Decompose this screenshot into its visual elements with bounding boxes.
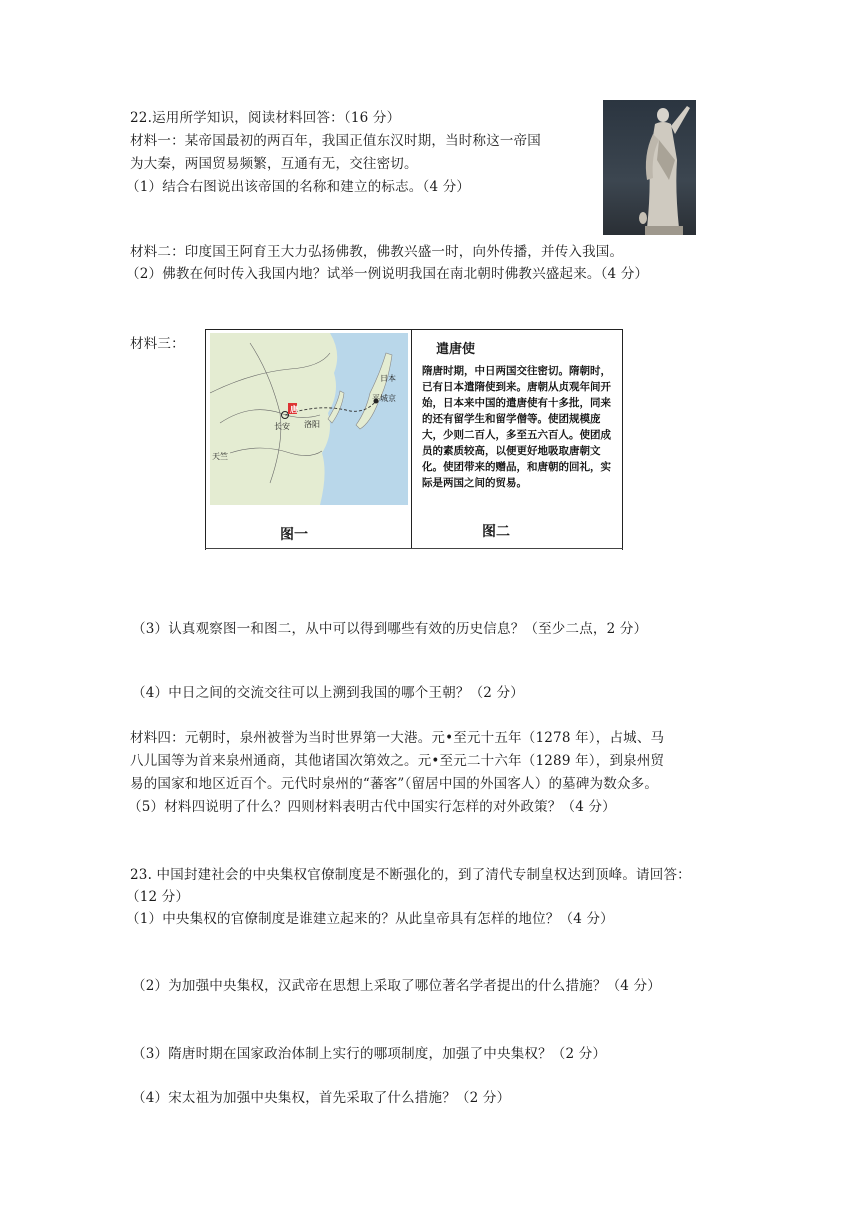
q22-sub-3: （3）认真观察图一和图二，从中可以得到哪些有效的历史信息？（至少二点，2 分）	[132, 621, 648, 637]
q23-sub-1: （1）中央集权的官僚制度是谁建立起来的？从此皇帝具有怎样的地位？（4 分）	[126, 911, 614, 927]
augustus-statue-image	[603, 100, 696, 235]
material-4-line-2: 八儿国等为首来泉州通商，其他诸国次第效之。元•至元二十六年（1289 年），到泉州贸	[130, 753, 665, 769]
material-2: 材料二：印度国王阿育王大力弘扬佛教，佛教兴盛一时，向外传播，并传入我国。	[130, 244, 624, 260]
map-label-tianzhu: 天竺	[212, 452, 228, 461]
figure-1-caption: 图一	[280, 527, 308, 543]
q23-title-line-2: （12 分）	[126, 889, 190, 905]
map-label-tang: 唐	[290, 405, 298, 414]
q22-title: 22.运用所学知识，阅读材料回答：（16 分）	[130, 110, 401, 126]
material-4-line-3: 易的国家和地区近百个。元代时泉州的“蕃客”（留居中国的外国客人）的墓碑为数众多。	[130, 776, 659, 792]
figure-2-text	[420, 338, 620, 518]
q22-sub-5: （5）材料四说明了什么？四则材料表明古代中国实行怎样的对外政策？（4 分）	[128, 799, 616, 815]
q23-sub-4: （4）宋太祖为加强中央集权，首先采取了什么措施？（2 分）	[132, 1090, 511, 1106]
figure-2-body: 隋唐时期，中日两国交往密切。隋朝时，已有日本遣隋使到来。唐朝从贞观年间开始，日本来中国的遣唐使有十多批，同来的还有留学生和留学僧等。使团规模庞大，少则二百人，多至五六百人。使团成员的素质较高，以便更好地吸取唐朝文化。使团带来的赠品，和唐朝的回礼，实际是两国之间的贸易。	[422, 365, 611, 489]
material-4-line-1: 材料四：元朝时，泉州被誉为当时世界第一大港。元•至元十五年（1278 年），占城、马	[130, 730, 665, 746]
figure-divider	[411, 329, 412, 549]
map-label-japan: 日本	[380, 374, 396, 383]
map-label-luoyang: 洛阳	[304, 420, 320, 429]
material-1-line-1: 材料一：某帝国最初的两百年，我国正值东汉时期，当时称这一帝国	[130, 133, 541, 149]
material-3-label: 材料三：	[130, 336, 185, 352]
q22-sub-2: （2）佛教在何时传入我国内地？试举一例说明我国在南北朝时佛教兴盛起来。（4 分）	[126, 266, 649, 282]
map-label-changan: 长安	[274, 422, 290, 431]
figure-bottom-rule	[205, 548, 623, 549]
q22-sub-4: （4）中日之间的交流交往可以上溯到我国的哪个王朝？（2 分）	[132, 685, 524, 701]
q23-title-line-1: 23. 中国封建社会的中央集权官僚制度是不断强化的，到了清代专制皇权达到顶峰。请回答：	[130, 867, 691, 883]
q23-sub-2: （2）为加强中央集权，汉武帝在思想上采取了哪位著名学者提出的什么措施？（4 分）	[132, 978, 661, 994]
q22-sub-1: （1）结合右图说出该帝国的名称和建立的标志。（4 分）	[126, 179, 471, 195]
material-1-line-2: 为大秦，两国贸易频繁，互通有无，交往密切。	[130, 156, 418, 172]
figure-2-caption: 图二	[482, 524, 510, 540]
map-label-pingcheng: 平城京	[372, 394, 396, 403]
figure-1-map	[210, 333, 408, 505]
figure-2-title: 遣唐使	[436, 342, 476, 357]
q23-sub-3: （3）隋唐时期在国家政治体制上实行的哪项制度，加强了中央集权？（2 分）	[132, 1046, 607, 1062]
